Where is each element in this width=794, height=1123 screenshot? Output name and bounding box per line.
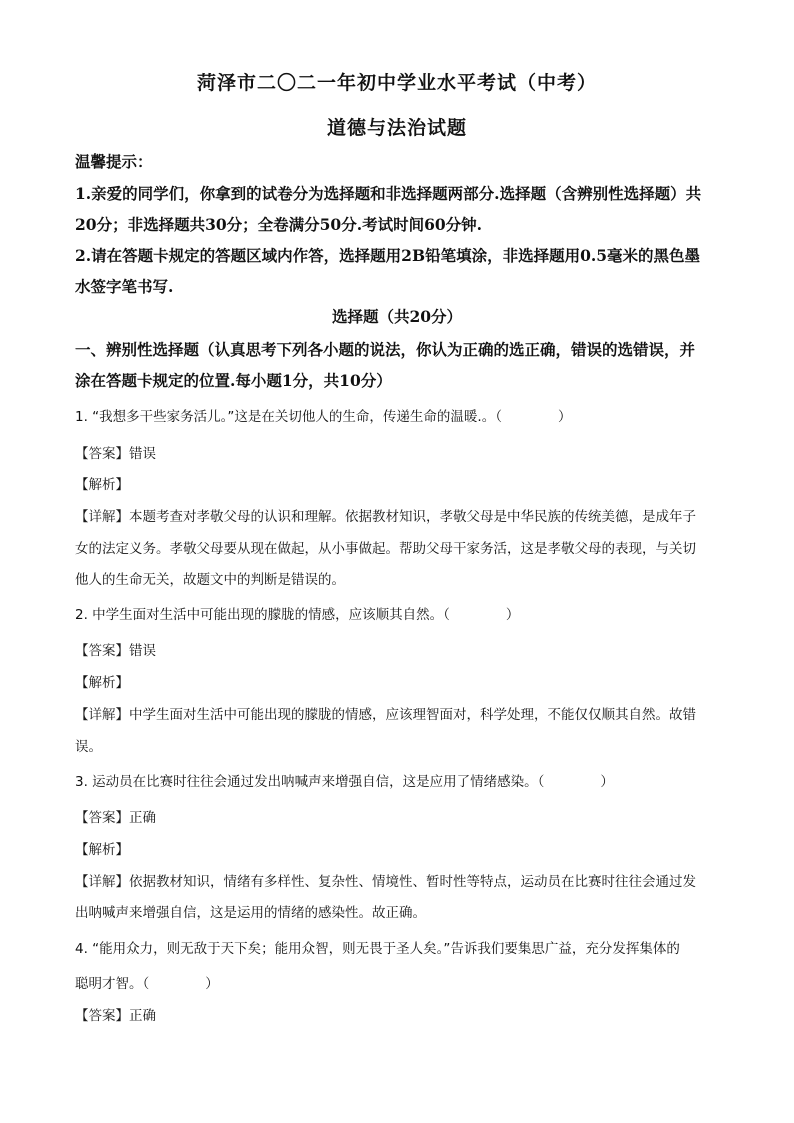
detail-text: 中学生面对生活中可能出现的朦胧的情感，应该理智面对，科学处理，不能仅仅顺其自然。故错 bbox=[129, 707, 696, 723]
part-instructions-line-2: 涂在答题卡规定的位置.每小题1分，共10分） bbox=[75, 371, 392, 390]
detail-label: 【详解】 bbox=[75, 707, 129, 723]
question-1-stem bbox=[75, 405, 725, 425]
detail-label: 【详解】 bbox=[75, 509, 129, 525]
question-2-close-paren: ） bbox=[505, 607, 520, 623]
question-4-close-paren: ） bbox=[205, 976, 219, 992]
question-3-text: 3. 运动员在比赛时往往会通过发出呐喊声来增强自信，这是应用了情绪感染。（ bbox=[75, 774, 545, 790]
question-4-stem-line-1: 4. “能用众力，则无敌于天下矣；能用众智，则无畏于圣人矣。”告诉我们要集思广益，充分发挥集体的 bbox=[75, 941, 680, 957]
answer-label: 【答案】 bbox=[75, 810, 129, 826]
tip-2-line-2: 水签字笔书写. bbox=[75, 277, 174, 296]
question-1-answer bbox=[75, 442, 725, 462]
detail-label: 【详解】 bbox=[75, 874, 129, 890]
question-2-detail-line-1 bbox=[75, 703, 725, 723]
tip-1-line-1: 1.亲爱的同学们，你拿到的试卷分为选择题和非选择题两部分.选择题（含辨别性选择题）共 bbox=[75, 184, 702, 203]
question-1-close-paren: ） bbox=[557, 409, 572, 425]
question-1-detail-line-1 bbox=[75, 505, 725, 525]
question-1-detail-line-3: 他人的生命无关，故题文中的判断是错误的。 bbox=[75, 572, 345, 588]
exam-title: 菏泽市二〇二一年初中学业水平考试（中考） bbox=[196, 72, 597, 94]
answer-value: 正确 bbox=[129, 810, 156, 826]
answer-value: 正确 bbox=[129, 1008, 156, 1024]
question-4-text: 聪明才智。（ bbox=[75, 976, 150, 992]
question-4-answer bbox=[75, 1004, 725, 1024]
detail-text: 依据教材知识，情绪有多样性、复杂性、情境性、暂时性等特点，运动员在比赛时往往会通过发 bbox=[129, 874, 696, 890]
question-3-stem bbox=[75, 770, 725, 790]
question-4-stem-line-2 bbox=[75, 972, 725, 992]
answer-label: 【答案】 bbox=[75, 446, 129, 462]
question-3-analysis-label: 【解析】 bbox=[75, 842, 129, 858]
question-3-detail-line-2: 出呐喊声来增强自信，这是运用的情绪的感染性。故正确。 bbox=[75, 905, 426, 921]
question-3-close-paren: ） bbox=[600, 774, 614, 790]
section-heading: 选择题（共20分） bbox=[331, 307, 463, 326]
question-1-text: 1. “我想多干些家务活儿。”这是在关切他人的生命，传递生命的温暖.。（ bbox=[75, 409, 502, 425]
question-1-detail-line-2: 女的法定义务。孝敬父母要从现在做起，从小事做起。帮助父母干家务活，这是孝敬父母的表现，与关切 bbox=[75, 541, 696, 557]
exam-subtitle: 道德与法治试题 bbox=[326, 117, 467, 139]
part-instructions-line-1: 一、辨别性选择题（认真思考下列各小题的说法，你认为正确的选正确，错误的选错误，并 bbox=[75, 340, 696, 359]
question-3-detail-line-1 bbox=[75, 870, 725, 890]
question-2-detail-line-2: 误。 bbox=[75, 739, 102, 755]
question-3-answer bbox=[75, 806, 725, 826]
answer-value: 错误 bbox=[129, 446, 156, 462]
question-2-analysis-label: 【解析】 bbox=[75, 675, 129, 691]
question-2-text: 2. 中学生面对生活中可能出现的朦胧的情感，应该顺其自然。（ bbox=[75, 607, 450, 623]
tips-label: 温馨提示： bbox=[75, 152, 153, 171]
question-2-stem bbox=[75, 603, 725, 623]
answer-value: 错误 bbox=[129, 643, 156, 659]
tip-2-line-1: 2.请在答题卡规定的答题区域内作答，选择题用2B铅笔填涂，非选择题用0.5毫米的黑色墨 bbox=[75, 246, 701, 265]
answer-label: 【答案】 bbox=[75, 643, 129, 659]
detail-text: 本题考查对孝敬父母的认识和理解。依据教材知识，孝敬父母是中华民族的传统美德，是成年子 bbox=[129, 509, 696, 525]
answer-label: 【答案】 bbox=[75, 1008, 129, 1024]
question-1-analysis-label: 【解析】 bbox=[75, 477, 129, 493]
question-2-answer bbox=[75, 639, 725, 659]
tip-1-line-2: 20分；非选择题共30分；全卷满分50分.考试时间60分钟. bbox=[75, 215, 483, 234]
